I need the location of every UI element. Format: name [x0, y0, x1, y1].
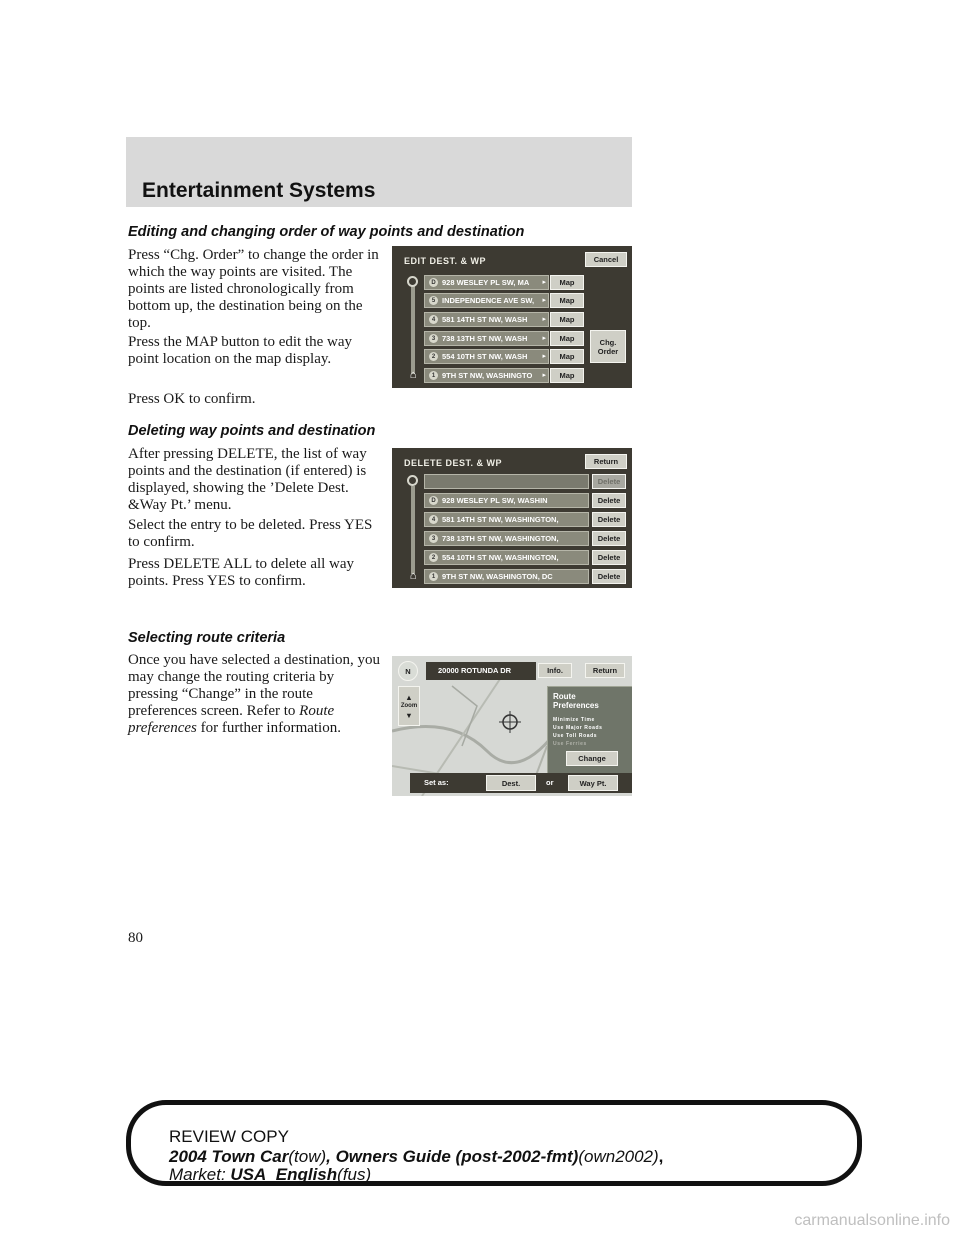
crosshair-icon [499, 711, 521, 733]
delete-button-disabled: Delete [592, 474, 626, 489]
market-code: (fus) [337, 1165, 372, 1184]
dest-button[interactable]: Dest. [486, 775, 536, 791]
list-item[interactable] [424, 349, 549, 364]
row-address: INDEPENDENCE AVE SW, [442, 296, 535, 305]
return-button[interactable]: Return [585, 663, 625, 678]
list-item[interactable] [424, 493, 589, 508]
row-number-badge: 3 [429, 334, 438, 343]
section-header-bar [126, 137, 632, 207]
arrow-right-icon: ▸ [542, 371, 546, 379]
row-address: 738 13TH ST NW, WASHINGTON, [442, 534, 559, 543]
page-number: 80 [128, 930, 143, 946]
info-button[interactable]: Info. [538, 663, 572, 678]
row-address: 9TH ST NW, WASHINGTO [442, 371, 533, 380]
list-item[interactable] [424, 531, 589, 546]
delete-button[interactable]: Delete [592, 493, 626, 508]
address-text: 20000 ROTUNDA DR [438, 666, 512, 675]
map-button[interactable]: Map [550, 331, 584, 346]
list-item-empty [424, 474, 589, 489]
route-preferences-reference: Route preferences [128, 703, 335, 736]
route-paragraph-text: Once you have selected a destination, you may change the routing criteria by pressing “Change” in the route preferences screen. Refer to [128, 652, 380, 719]
return-button[interactable]: Return [585, 454, 627, 469]
product-code: (tow) [288, 1147, 327, 1166]
row-address: 581 14TH ST NW, WASHINGTON, [442, 515, 559, 524]
route-preferences-panel [547, 686, 632, 774]
delete-button[interactable]: Delete [592, 550, 626, 565]
chg-order-button[interactable]: Chg. Order [590, 330, 626, 363]
row-address: 554 10TH ST NW, WASH [442, 352, 528, 361]
route-rail [411, 486, 415, 574]
row-address: 9TH ST NW, WASHINGTON, DC [442, 572, 553, 581]
row-number-badge: 2 [429, 352, 438, 361]
row-number-badge: 1 [429, 371, 438, 380]
deleting-paragraph-1: After pressing DELETE, the list of way points and the destination (if entered) is displayed, showing the ’Delete Dest. &Way Pt.’ menu. [128, 446, 367, 513]
row-number-badge: 5 [429, 296, 438, 305]
map-button[interactable]: Map [550, 312, 584, 327]
row-number-badge: 1 [429, 572, 438, 581]
route-rail [411, 286, 415, 374]
map-button[interactable]: Map [550, 349, 584, 364]
compass-north-icon[interactable]: N [398, 661, 418, 681]
market-label: Market: [169, 1165, 231, 1184]
list-item[interactable] [424, 293, 549, 308]
review-market-line [169, 1165, 371, 1185]
arrow-right-icon: ▸ [542, 334, 546, 342]
row-address: 554 10TH ST NW, WASHINGTON, [442, 553, 559, 562]
option-minimize-time[interactable]: Minimize Time [553, 717, 595, 723]
arrow-right-icon: ▸ [542, 315, 546, 323]
set-as-bar [410, 773, 632, 793]
address-bar [426, 662, 536, 680]
arrow-right-icon: ▸ [542, 296, 546, 304]
route-section-title: Selecting route criteria [128, 630, 286, 646]
row-number-badge: D [429, 496, 438, 505]
list-item[interactable] [424, 569, 589, 584]
destination-pin-icon [407, 276, 418, 287]
deleting-paragraph-3: Press DELETE ALL to delete all way points. Press YES to confirm. [128, 556, 355, 589]
set-as-label: Set as: [424, 778, 449, 787]
map-button[interactable]: Map [550, 275, 584, 290]
zoom-in-icon[interactable]: ▲ [405, 692, 413, 702]
edit-screen-title: EDIT DEST. & WP [404, 256, 487, 266]
route-paragraph-text-end: for further information. [196, 720, 341, 736]
editing-paragraph-2: Press the MAP button to edit the way point location on the map display. [128, 334, 353, 367]
editing-paragraph-1: Press “Chg. Order” to change the order in which the way points are visited. The points are listed chronologically from bottom up, the destination being on the top. [128, 247, 379, 331]
review-label: REVIEW COPY [169, 1127, 289, 1146]
list-item[interactable] [424, 368, 549, 383]
row-number-badge: 4 [429, 515, 438, 524]
product-name: 2004 Town Car [169, 1147, 289, 1166]
editing-paragraph-3: Press OK to confirm. [128, 391, 256, 407]
delete-screen-title: DELETE DEST. & WP [404, 458, 503, 468]
review-product-line [169, 1147, 663, 1167]
deleting-paragraph-2: Select the entry to be deleted. Press YES to confirm. [128, 517, 373, 550]
zoom-control[interactable] [398, 686, 420, 726]
destination-pin-icon [407, 475, 418, 486]
list-item[interactable] [424, 331, 549, 346]
home-icon: ⌂ [409, 369, 417, 381]
list-item[interactable] [424, 512, 589, 527]
home-icon: ⌂ [409, 570, 417, 582]
delete-button[interactable]: Delete [592, 569, 626, 584]
option-major-roads[interactable]: Use Major Roads [553, 725, 603, 731]
delete-dest-screen [392, 448, 632, 588]
arrow-right-icon: ▸ [542, 352, 546, 360]
route-preferences-title: Route Preferences [553, 692, 599, 710]
row-number-badge: 3 [429, 534, 438, 543]
map-button[interactable]: Map [550, 293, 584, 308]
row-address: 738 13TH ST NW, WASH [442, 334, 528, 343]
deleting-section-title: Deleting way points and destination [128, 423, 376, 439]
market-value: USA_English [230, 1165, 338, 1184]
arrow-right-icon: ▸ [542, 278, 546, 286]
option-toll-roads[interactable]: Use Toll Roads [553, 733, 598, 739]
editing-section-title: Editing and changing order of way points and destination [128, 224, 525, 240]
guide-code: (own2002) [578, 1147, 659, 1166]
delete-button[interactable]: Delete [592, 512, 626, 527]
row-number-badge: 4 [429, 315, 438, 324]
edit-dest-screen [392, 246, 632, 388]
map-button[interactable]: Map [550, 368, 584, 383]
option-ferries[interactable]: Use Ferries [553, 741, 587, 747]
review-copy-box [126, 1100, 862, 1186]
row-address: 581 14TH ST NW, WASH [442, 315, 528, 324]
row-number-badge: 2 [429, 553, 438, 562]
row-address: 928 WESLEY PL SW, WASHIN [442, 496, 548, 505]
list-item[interactable] [424, 550, 589, 565]
way-pt-button[interactable]: Way Pt. [568, 775, 618, 791]
route-paragraph-1 [128, 652, 384, 737]
zoom-label: Zoom [400, 702, 418, 709]
watermark: carmanualsonline.info [794, 1212, 950, 1229]
change-button[interactable]: Change [566, 751, 618, 766]
delete-button[interactable]: Delete [592, 531, 626, 546]
row-address: 928 WESLEY PL SW, MA [442, 278, 530, 287]
row-number-badge: D [429, 278, 438, 287]
list-item[interactable] [424, 312, 549, 327]
or-label: or [546, 778, 554, 787]
line-comma: , [658, 1147, 664, 1166]
list-item[interactable] [424, 275, 549, 290]
guide-name: , Owners Guide (post-2002-fmt) [326, 1147, 579, 1166]
cancel-button[interactable]: Cancel [585, 252, 627, 267]
route-map-screen [392, 656, 632, 796]
zoom-out-icon[interactable]: ▼ [405, 710, 413, 720]
page-title: Entertainment Systems [142, 179, 376, 202]
